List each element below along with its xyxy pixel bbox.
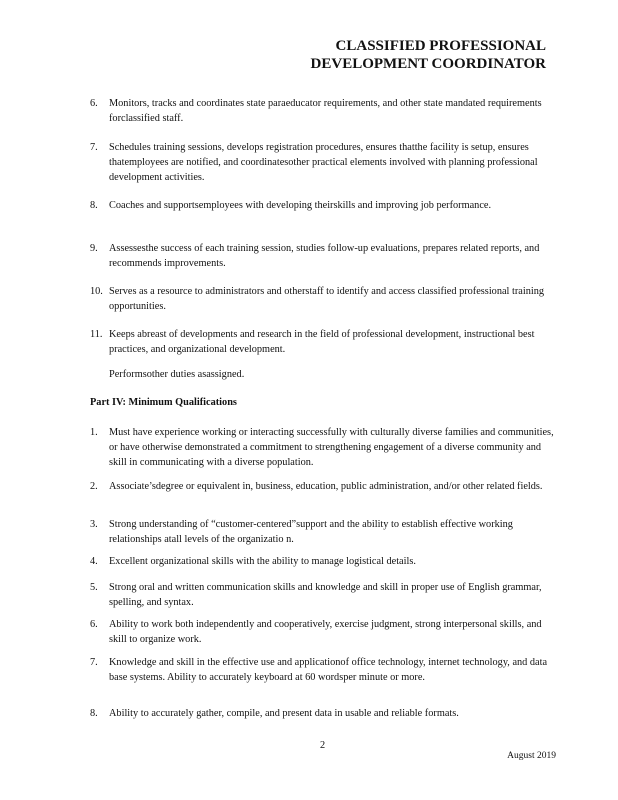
item-text: Knowledge and skill in the effective use and applicationof office technology, internet technology, and data base systems. Ability to accurately keyboard at 60 wordsper minute or more. xyxy=(109,657,548,683)
qualification-item-1 xyxy=(90,425,555,470)
item-text: Associate’sdegree or equivalent in, business, education, public administration, and/or other related fields. xyxy=(109,481,543,492)
item-text: Must have experience working or interacting successfully with culturally diverse families and communities, or have otherwise demonstrated a commitment to strengthening engagement of a diverse community and skill in communicating with a diverse population. xyxy=(109,427,554,468)
item-text: Coaches and supportsemployees with developing theirskills and improving job performance. xyxy=(109,200,492,211)
item-text: Excellent organizational skills with the ability to manage logistical details. xyxy=(109,556,416,567)
item-text: Keeps abreast of developments and research in the field of professional development, instructional best practices, and organizational development. xyxy=(109,329,535,355)
item-number: 7. xyxy=(90,142,98,153)
item-text: Monitors, tracks and coordinates state paraeducator requirements, and other state mandated requirements forclassified staff. xyxy=(109,98,542,124)
duty-item-10 xyxy=(90,284,555,314)
item-number: 6. xyxy=(90,619,98,630)
duty-item-11 xyxy=(90,327,555,357)
qualification-item-3 xyxy=(90,517,555,547)
document-title-line2: DEVELOPMENT COORDINATOR xyxy=(310,56,546,72)
item-number: 8. xyxy=(90,200,98,211)
other-duties-text: Performsother duties asassigned. xyxy=(109,369,245,380)
qualification-item-8 xyxy=(90,706,555,721)
item-text: Strong understanding of “customer-centered”support and the ability to establish effective working relationships atall levels of the organizatio n. xyxy=(109,519,513,545)
page-number: 2 xyxy=(320,740,326,751)
item-number: 11. xyxy=(90,329,103,340)
item-number: 7. xyxy=(90,657,98,668)
item-number: 5. xyxy=(90,582,98,593)
item-text: Assessesthe success of each training session, studies follow-up evaluations, prepares related reports, and recommends improvements. xyxy=(109,243,540,269)
duty-item-9 xyxy=(90,241,555,271)
qualification-item-6 xyxy=(90,617,555,647)
item-number: 6. xyxy=(90,98,98,109)
qualification-item-7 xyxy=(90,655,555,685)
item-number: 4. xyxy=(90,556,98,567)
item-number: 2. xyxy=(90,481,98,492)
item-number: 10. xyxy=(90,286,103,297)
item-number: 3. xyxy=(90,519,98,530)
duty-item-7 xyxy=(90,140,555,185)
item-text: Schedules training sessions, develops registration procedures, ensures thatthe facility is setup, ensures thatemployees are notified, and coordinatesother practical elements involved with planning professional development activities. xyxy=(109,142,538,183)
item-text: Ability to accurately gather, compile, and present data in usable and reliable formats. xyxy=(109,708,459,719)
document-title-line1: CLASSIFIED PROFESSIONAL xyxy=(335,38,546,54)
qualification-item-4 xyxy=(90,554,555,569)
duty-item-6 xyxy=(90,96,555,126)
item-number: 1. xyxy=(90,427,98,438)
item-number: 9. xyxy=(90,243,98,254)
duty-item-8 xyxy=(90,198,555,213)
item-text: Ability to work both independently and cooperatively, exercise judgment, strong interpersonal skills, and skill to organize work. xyxy=(109,619,542,645)
item-text: Strong oral and written communication skills and knowledge and skill in proper use of English grammar, spelling, and syntax. xyxy=(109,582,542,608)
qualification-item-2 xyxy=(90,479,555,494)
revision-date: August 2019 xyxy=(507,751,556,761)
qualification-item-5 xyxy=(90,580,555,610)
item-number: 8. xyxy=(90,708,98,719)
item-text: Serves as a resource to administrators and otherstaff to identify and access classified professional training opportunities. xyxy=(109,286,545,312)
qualifications-heading: Part IV: Minimum Qualifications xyxy=(90,397,237,408)
